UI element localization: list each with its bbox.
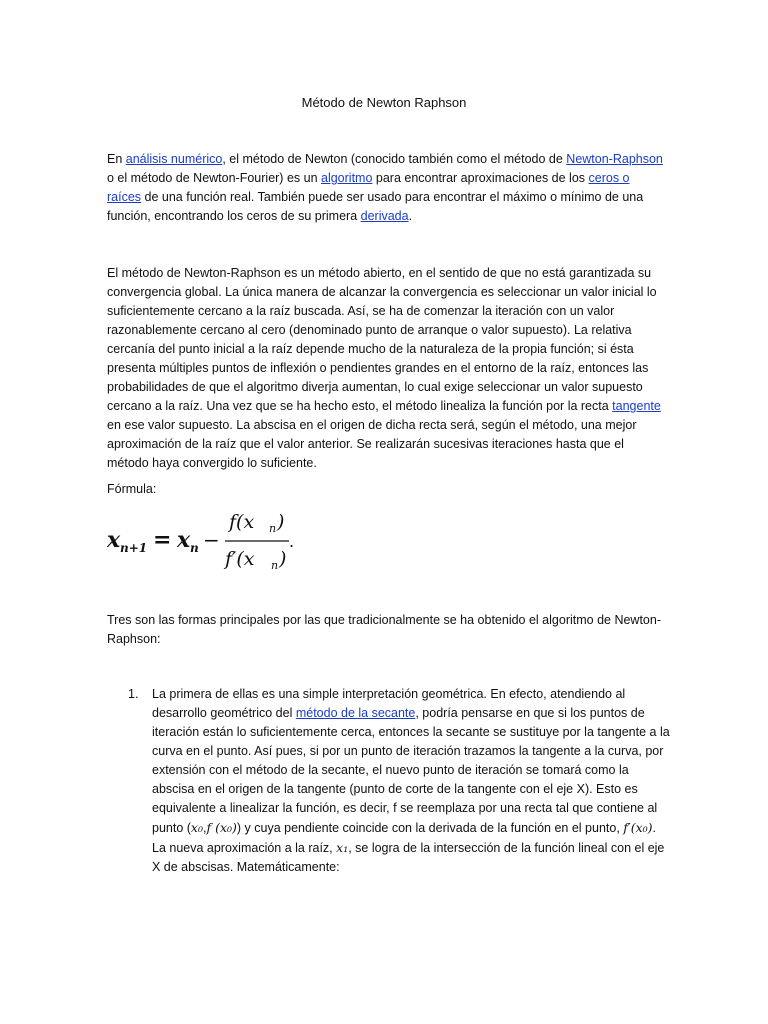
list-item [128, 685, 673, 877]
link-newton-raphson[interactable]: Newton-Raphson [566, 152, 663, 166]
list-number: 1. [128, 687, 139, 701]
list-item-body [152, 685, 673, 877]
formula-minus: − [203, 528, 220, 552]
list-text: , se logra de la intersección de la función lineal con el eje X de abscisas. Matemáticamente: [152, 841, 665, 874]
link-analisis-numerico[interactable]: análisis numérico [125, 152, 223, 166]
forms-paragraph [107, 611, 667, 649]
formula-x-sub: n [190, 541, 199, 555]
math-fprime-x0: f′(x₀) [623, 820, 653, 835]
link-tangente[interactable]: tangente [612, 399, 661, 413]
intro-text: para encontrar aproximaciones de los [372, 171, 589, 185]
intro-text: , el método de Newton (conocido también como el método de [222, 152, 567, 166]
link-derivada[interactable]: derivada [360, 209, 409, 223]
formula-denominator-sub: n [271, 559, 279, 572]
numbered-list [128, 685, 673, 877]
formula-x: x [177, 527, 191, 553]
formula-numerator-close: ) [277, 511, 285, 533]
link-algoritmo[interactable]: algoritmo [321, 171, 373, 185]
link-metodo-secante[interactable]: método de la secante [295, 706, 416, 720]
formula-lhs-sub: n+1 [120, 541, 148, 555]
formula-numerator: f(x [229, 511, 255, 533]
method-text: en ese valor supuesto. La abscisa en el origen de dicha recta será, según el método, una mejor aproximación de la raíz que el valor anterior. Se realizarán sucesivas iteraciones hasta que el método haya convergido lo suficiente. [107, 418, 637, 470]
math-f-x0: f (x₀) [206, 820, 237, 835]
list-text: . La nueva aproximación a la raíz, [152, 821, 657, 855]
document-title: Método de Newton Raphson [301, 95, 467, 110]
formula-lhs: x [107, 527, 121, 553]
intro-text: En [107, 152, 126, 166]
list-text: , [202, 821, 207, 835]
formula-dot: . [289, 532, 295, 551]
method-paragraph [107, 264, 667, 473]
forms-text: Tres son las formas principales por las que tradicionalmente se ha obtenido el algoritmo de Newton-Raphson: [107, 613, 661, 646]
formula-denominator-close: ) [279, 548, 287, 570]
math-x0: x₀ [190, 820, 203, 835]
method-text: El método de Newton-Raphson es un método abierto, en el sentido de que no está garantizada su convergencia global. La única manera de alcanzar la convergencia es seleccionar un valor inicial lo suficientemente cercano a la raíz buscada. Así, se ha de comenzar la iteración con un valor razonablemente cercano al cero (denominado punto de arranque o valor supuesto). La relativa cercanía del punto inicial a la raíz depende mucho de la naturaleza de la propia función; si ésta presenta múltiples puntos de inflexión o pendientes grandes en el entorno de la raíz, entonces las probabilidades de que el algoritmo diverja aumentan, lo cual exige seleccionar un valor supuesto cercano a la raíz. Una vez que se ha hecho esto, el método linealiza la función por la recta [107, 266, 657, 413]
newton-formula [107, 505, 327, 575]
formula-equals: = [153, 527, 172, 553]
list-text: , podría pensarse en que si los puntos de iteración están lo suficientemente cerca, entonces la secante se sustituye por la tangente a la curva en el punto. Así pues, si por un punto de iteración trazamos la tangente a la curva, por extensión con el método de la secante, el nuevo punto de iteración se tomará como la abscisa en el origen de la tangente (punto de corte de la tangente con el eje X). Esto es equivalente a linealizar la función, es decir, f se reemplaza por una recta tal que contiene al punto ( [152, 706, 670, 835]
link-ceros-raices[interactable]: ceros o raíces [107, 171, 630, 204]
intro-text: o el método de Newton-Fourier) es un [107, 171, 321, 185]
formula-numerator-sub: n [269, 522, 277, 535]
math-x1: x₁ [336, 840, 349, 855]
intro-paragraph [107, 150, 667, 226]
formula-denominator: f′(x [225, 548, 255, 570]
intro-text: de una función real. También puede ser usado para encontrar el máximo o mínimo de una función, encontrando los ceros de su primera [107, 190, 644, 223]
formula-label: Fórmula: [107, 482, 157, 496]
intro-text: . [408, 209, 413, 223]
list-text: ) y cuya pendiente coincide con la derivada de la función en el punto, [236, 821, 624, 835]
list-text: La primera de ellas es una simple interpretación geométrica. En efecto, atendiendo al desarrollo geométrico del [152, 687, 626, 720]
